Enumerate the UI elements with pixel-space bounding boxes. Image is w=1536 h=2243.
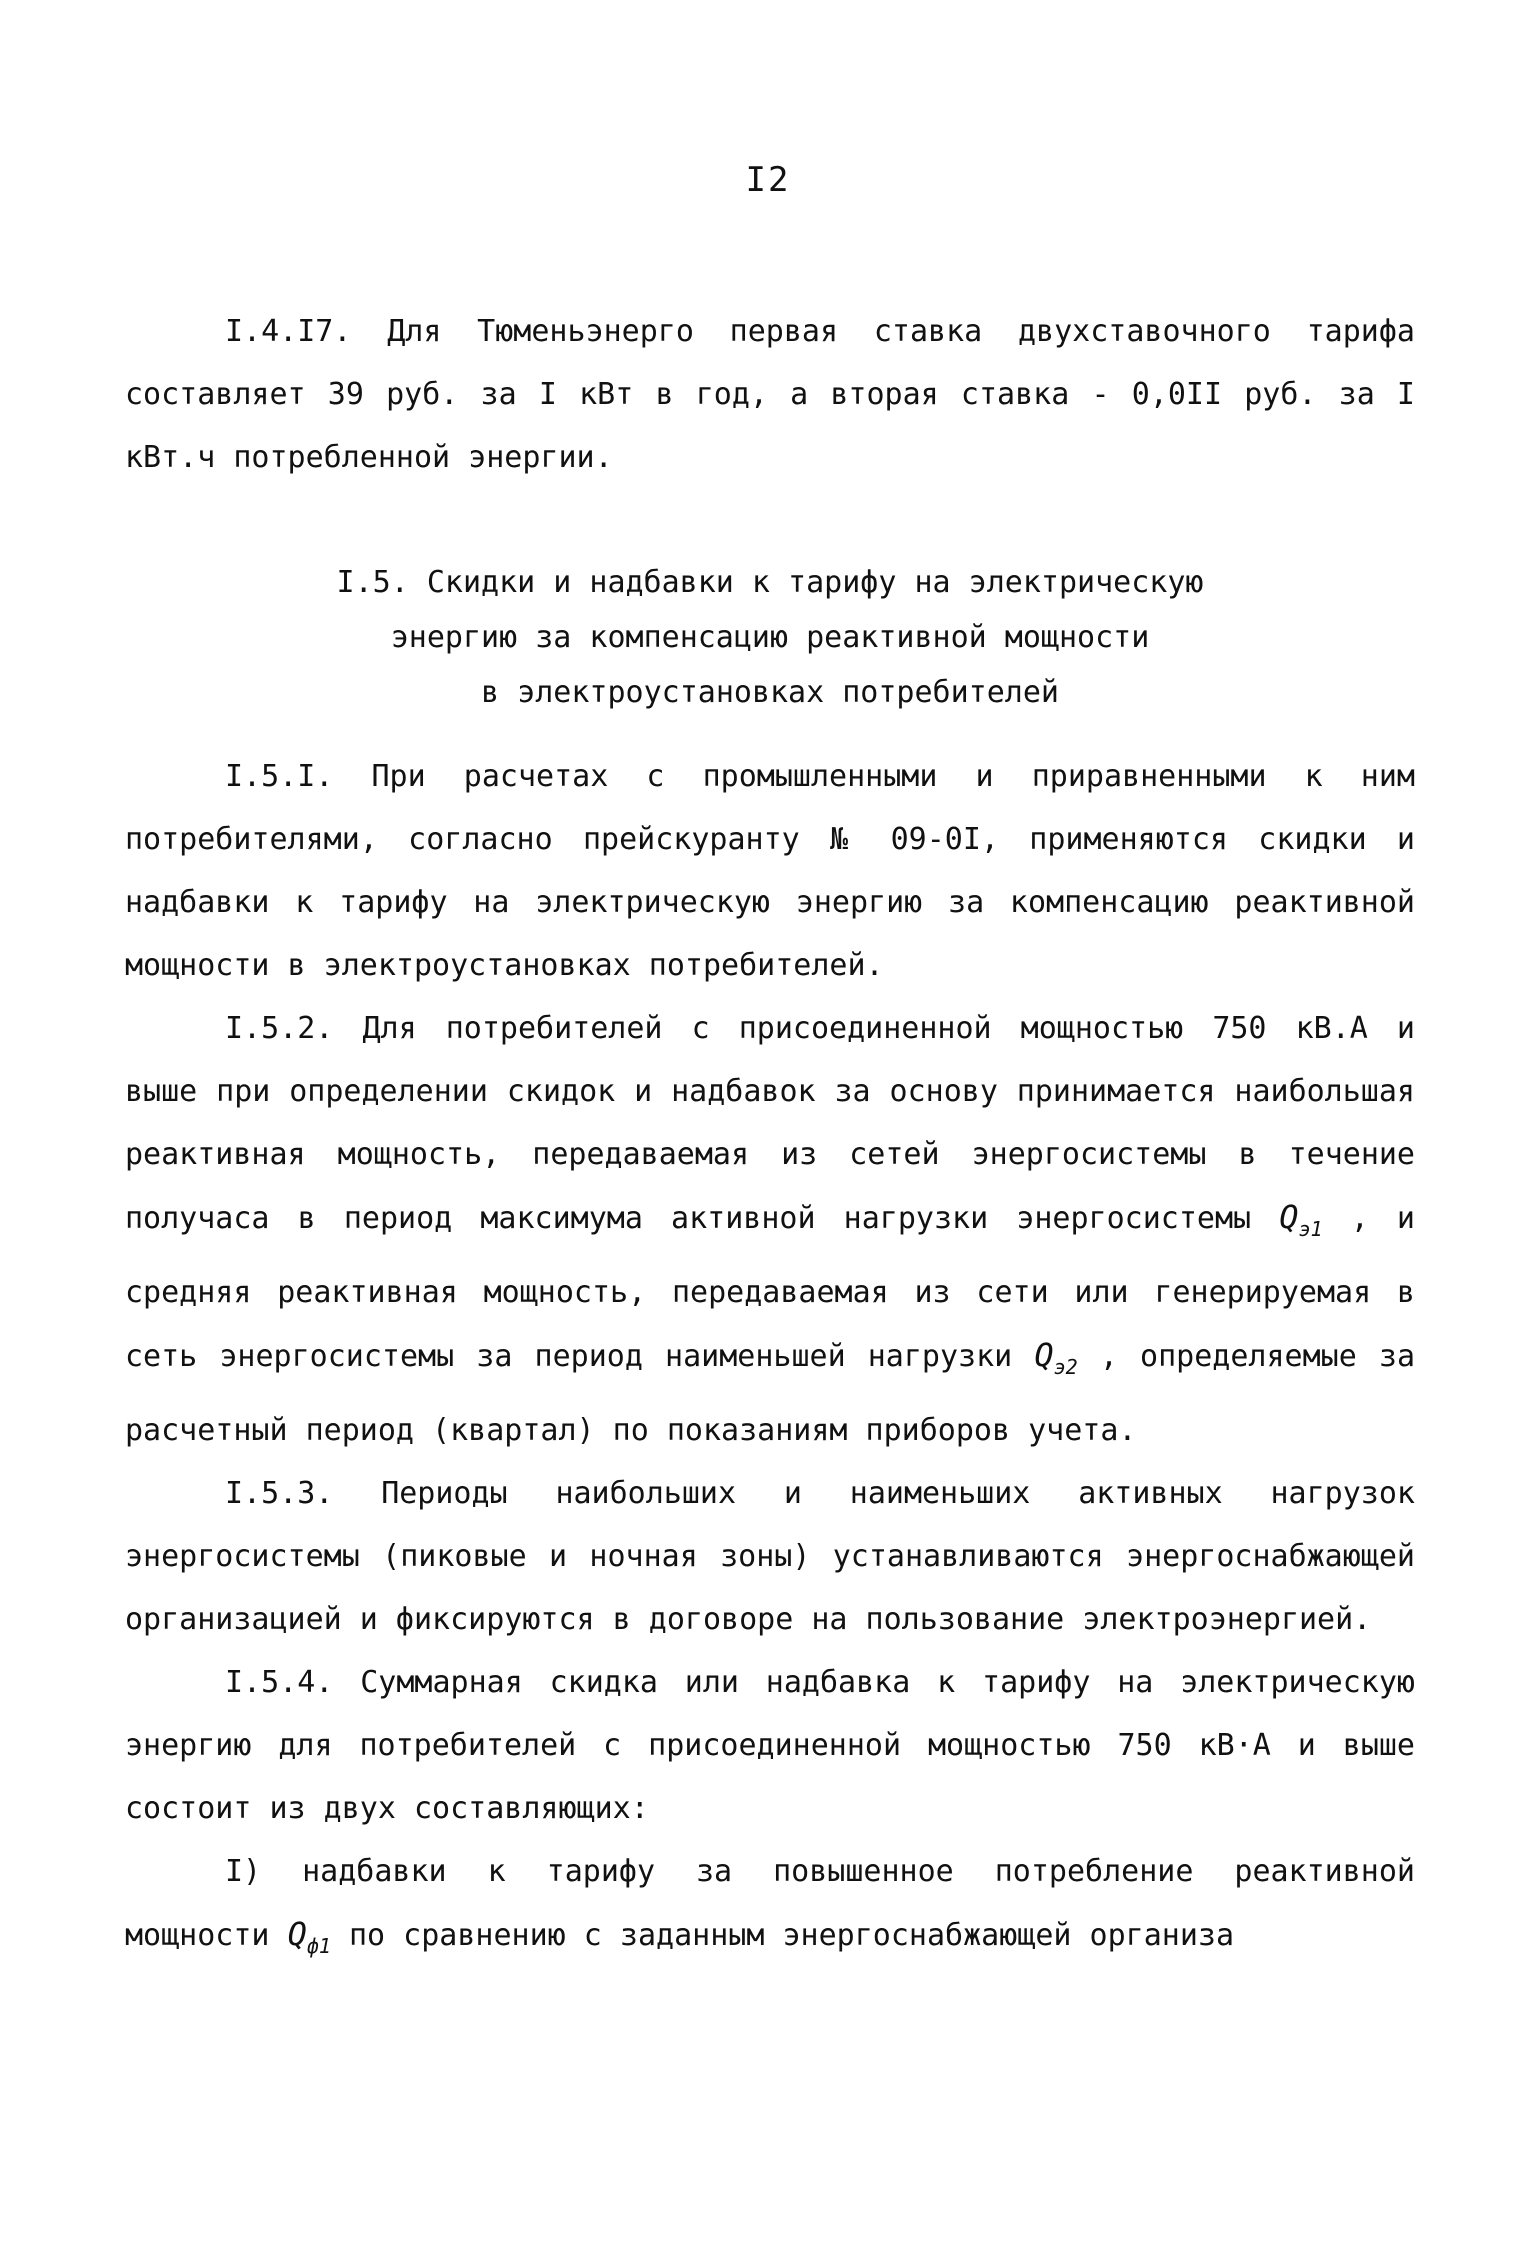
paragraph-1-5-2 — [125, 997, 1415, 1462]
symbol-q-e1 — [1279, 1198, 1323, 1241]
heading-line-1: I.5. Скидки и надбавки к тарифу на электрическую — [336, 565, 1204, 600]
paragraph-1-4-17: I.4.I7. Для Тюменьэнерго первая ставка двухставочного тарифа составляет 39 руб. за I кВт в год, а вторая ставка - 0,0II руб. за I кВт.ч потребленной энергии. — [125, 314, 1415, 475]
symbol-q-e2-letter: Q — [1034, 1336, 1054, 1374]
paragraph-1-5-3: I.5.3. Периоды наибольших и наименьших активных нагрузок энергосистемы (пиковые и ночная зоны) устанавливаются энергоснабжающей организацией и фиксируются в договоре на пользование электроэнергией. — [125, 1476, 1415, 1637]
heading-line-2: энергию за компенсацию реактивной мощности — [390, 620, 1150, 655]
list-item-1-text-1: I) надбавки к тарифу за повышенное потребление реактивной мощности — [125, 1854, 1415, 1953]
paragraph-1-5-2-text-1: I.5.2. Для потребителей с присоединенной мощностью 750 кВ.А и выше при определении скидок и надбавок за основу принимается наибольшая реактивная мощность, передаваемая из сетей энергосистемы в течение получаса в период максимума активной нагрузки энергосистемы — [125, 1011, 1415, 1236]
symbol-q-e2-subscript: э2 — [1053, 1355, 1078, 1379]
section-1-5-body — [125, 745, 1415, 1978]
symbol-q-f1-letter: Q — [287, 1915, 307, 1953]
section-heading-1-5 — [200, 555, 1340, 720]
heading-line-3: в электроустановках потребителей — [481, 675, 1059, 710]
section-1-4-17 — [125, 300, 1415, 489]
symbol-q-e2 — [1034, 1336, 1078, 1379]
symbol-q-e1-letter: Q — [1279, 1198, 1299, 1236]
list-item-1-text-2: по сравнению с заданным энергоснабжающей организа — [348, 1918, 1234, 1953]
paragraph-1-5-1: I.5.I. При расчетах с промышленными и приравненными к ним потребителями, согласно прейскуранту № 09-0I, применяются скидки и надбавки к тарифу на электрическую энергию за компенсацию реактивной мощности в электроустановках потребителей. — [125, 759, 1415, 983]
symbol-q-f1-subscript: ф1 — [306, 1934, 331, 1958]
page-number: I2 — [745, 160, 791, 200]
symbol-q-e1-subscript: э1 — [1298, 1217, 1323, 1241]
paragraph-1-5-2-text-2: , и средняя реактивная мощность, передаваемая из сети или генерируемая в сеть энергосистемы за период наименьшей нагрузки — [125, 1201, 1415, 1374]
paragraph-1-5-2-text-3: , определяемые за расчетный период (квартал) по показаниям приборов учета. — [125, 1339, 1416, 1448]
list-item-1 — [125, 1840, 1415, 1978]
symbol-q-f1 — [287, 1915, 331, 1958]
paragraph-1-5-4: I.5.4. Суммарная скидка или надбавка к тарифу на электрическую энергию для потребителей с присоединенной мощностью 750 кВ·А и выше состоит из двух составляющих: — [125, 1665, 1415, 1826]
